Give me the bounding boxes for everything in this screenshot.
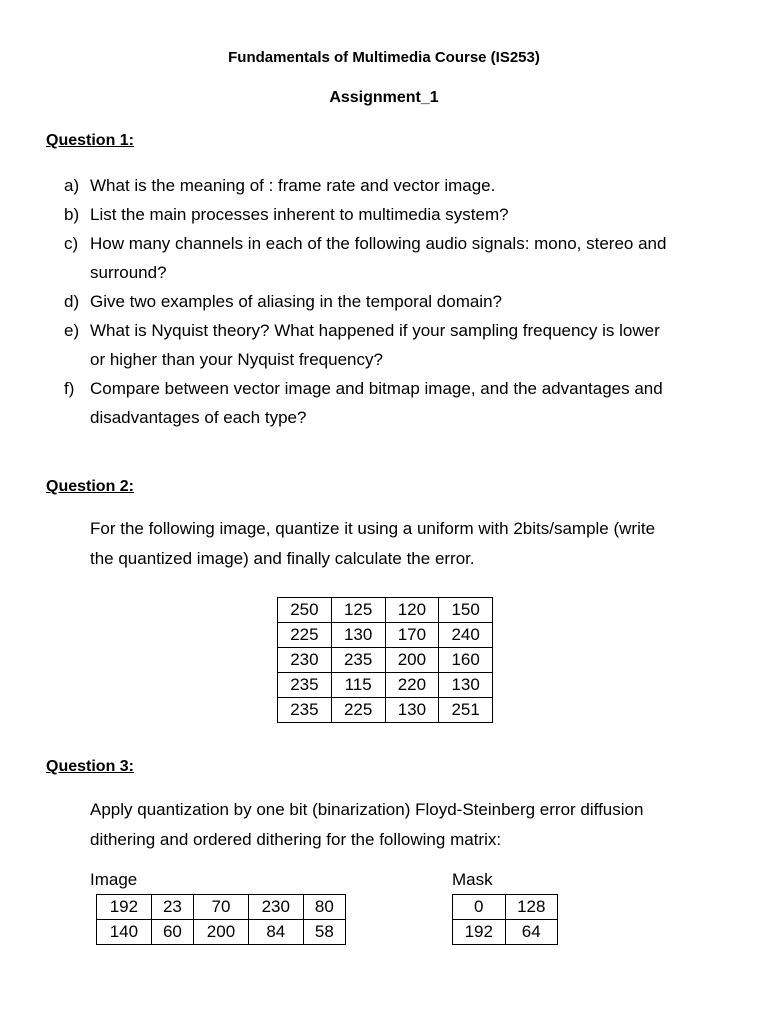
item-label: e) [64, 321, 80, 340]
matrix-cell: 23 [151, 895, 193, 920]
question-3-mask-matrix [452, 894, 558, 945]
matrix-cell: 192 [453, 920, 506, 945]
item-text: List the main processes inherent to multimedia system? [90, 205, 509, 224]
matrix-row [97, 920, 346, 945]
matrix-cell: 60 [151, 920, 193, 945]
matrix-cell: 0 [453, 895, 506, 920]
matrix-row [453, 920, 558, 945]
item-text-continued: surround? [90, 263, 167, 282]
matrix-cell: 192 [97, 895, 152, 920]
item-text: What is the meaning of : frame rate and vector image. [90, 176, 496, 195]
question-3-text [90, 795, 740, 855]
matrix-cell: 200 [385, 648, 439, 673]
question-1-item-f [64, 374, 744, 432]
matrix-cell: 200 [194, 920, 249, 945]
question-2-text [90, 514, 740, 574]
item-text-continued: disadvantages of each type? [90, 408, 307, 427]
matrix-row [278, 598, 493, 623]
matrix-row [278, 698, 493, 723]
item-text: Compare between vector image and bitmap image, and the advantages and [90, 379, 663, 398]
matrix-cell: 130 [331, 623, 385, 648]
matrix-cell: 235 [278, 673, 332, 698]
matrix-cell: 64 [505, 920, 558, 945]
matrix-cell: 235 [278, 698, 332, 723]
matrix-cell: 80 [303, 895, 345, 920]
matrix-cell: 240 [439, 623, 493, 648]
question-1-heading: Question 1: [46, 132, 135, 149]
matrix-cell: 115 [331, 673, 385, 698]
question-2-line-1: For the following image, quantize it using a uniform with 2bits/sample (write [90, 519, 656, 538]
question-1-item-d [64, 287, 744, 316]
matrix-cell: 150 [439, 598, 493, 623]
matrix-cell: 225 [331, 698, 385, 723]
matrix-row [97, 895, 346, 920]
assignment-title: Assignment_1 [329, 89, 439, 106]
matrix-cell: 140 [97, 920, 152, 945]
matrix-cell: 120 [385, 598, 439, 623]
item-label: c) [64, 234, 79, 253]
matrix-cell: 128 [505, 895, 558, 920]
matrix-cell: 58 [303, 920, 345, 945]
matrix-row [278, 648, 493, 673]
item-label: d) [64, 292, 80, 311]
matrix-cell: 125 [331, 598, 385, 623]
question-2-image-matrix [277, 597, 493, 723]
question-3-line-1: Apply quantization by one bit (binarization) Floyd-Steinberg error diffusion [90, 800, 644, 819]
matrix-cell: 225 [278, 623, 332, 648]
item-text: What is Nyquist theory? What happened if your sampling frequency is lower [90, 321, 660, 340]
item-label: b) [64, 205, 80, 224]
question-2-heading: Question 2: [46, 478, 135, 495]
question-1-item-a [64, 171, 744, 200]
matrix-cell: 230 [278, 648, 332, 673]
question-3-heading: Question 3: [46, 758, 135, 775]
matrix-cell: 251 [439, 698, 493, 723]
matrix-cell: 130 [385, 698, 439, 723]
question-1-item-c [64, 229, 744, 287]
matrix-cell: 220 [385, 673, 439, 698]
question-2-line-2: the quantized image) and finally calculate the error. [90, 549, 475, 568]
matrix-cell: 70 [194, 895, 249, 920]
matrix-cell: 235 [331, 648, 385, 673]
question-1-item-e [64, 316, 744, 374]
item-label: a) [64, 176, 80, 195]
question-1-item-b [64, 200, 744, 229]
item-label: f) [64, 379, 75, 398]
mask-label: Mask [452, 870, 493, 889]
matrix-cell: 160 [439, 648, 493, 673]
matrix-row [278, 673, 493, 698]
question-3-line-2: dithering and ordered dithering for the following matrix: [90, 830, 502, 849]
matrix-cell: 250 [278, 598, 332, 623]
matrix-cell: 84 [248, 920, 303, 945]
question-3-image-matrix [96, 894, 346, 945]
image-label: Image [90, 870, 138, 889]
course-title: Fundamentals of Multimedia Course (IS253) [228, 49, 540, 66]
item-text-continued: or higher than your Nyquist frequency? [90, 350, 383, 369]
matrix-row [453, 895, 558, 920]
item-text: How many channels in each of the following audio signals: mono, stereo and [90, 234, 667, 253]
matrix-cell: 230 [248, 895, 303, 920]
matrix-cell: 170 [385, 623, 439, 648]
item-text: Give two examples of aliasing in the temporal domain? [90, 292, 502, 311]
matrix-row [278, 623, 493, 648]
matrix-cell: 130 [439, 673, 493, 698]
